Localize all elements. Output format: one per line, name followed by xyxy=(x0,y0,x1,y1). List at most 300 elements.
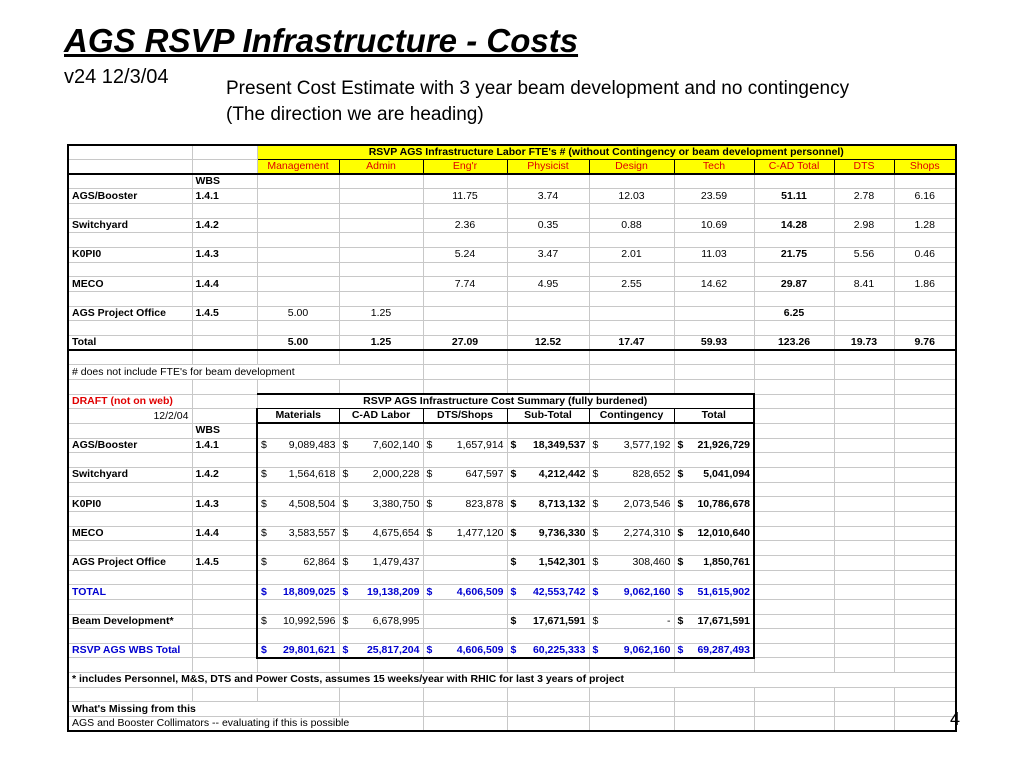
blank-cell xyxy=(894,585,956,600)
blank-cell xyxy=(894,423,956,438)
fte-value: 10.69 xyxy=(674,218,754,233)
missing-item: AGS and Booster Collimators -- evaluating if this is possible xyxy=(68,717,423,732)
cost-value xyxy=(589,614,674,629)
blank-cell xyxy=(834,687,894,702)
cost-value xyxy=(674,438,754,453)
fte-value xyxy=(894,306,956,321)
fte-value: 3.74 xyxy=(507,189,589,204)
blank-cell xyxy=(674,292,754,307)
blank-cell xyxy=(68,511,192,526)
blank-cell xyxy=(339,204,423,219)
fte-value: 11.75 xyxy=(423,189,507,204)
amount: 29,801,621 xyxy=(282,643,336,656)
blank-cell xyxy=(754,658,834,673)
blank-cell xyxy=(339,541,423,556)
fte-column-header: Physicist xyxy=(507,160,589,175)
blank-cell xyxy=(257,233,339,248)
blank-cell xyxy=(894,292,956,307)
blank-cell xyxy=(507,717,589,732)
fte-value: 51.11 xyxy=(754,189,834,204)
description-line-2: (The direction we are heading) xyxy=(226,104,484,125)
row-name: TOTAL xyxy=(68,585,192,600)
cost-row xyxy=(68,438,956,453)
blank-cell xyxy=(192,409,257,424)
cost-value xyxy=(423,438,507,453)
blank-cell xyxy=(754,321,834,336)
cost-value xyxy=(339,467,423,482)
blank-cell xyxy=(674,204,754,219)
wbs-total-row xyxy=(68,643,956,658)
blank-cell xyxy=(507,233,589,248)
fte-value xyxy=(674,306,754,321)
fte-value: 6.16 xyxy=(894,189,956,204)
blank-cell xyxy=(589,702,674,717)
blank-cell xyxy=(507,511,589,526)
page-number: 4 xyxy=(950,709,961,729)
amount: 823,878 xyxy=(465,497,504,510)
blank-cell xyxy=(754,614,834,629)
blank-cell xyxy=(423,717,507,732)
blank-cell xyxy=(589,292,674,307)
currency-symbol: $ xyxy=(342,614,349,627)
blank-cell xyxy=(68,321,192,336)
amount: 1,479,437 xyxy=(372,556,420,569)
blank-cell xyxy=(674,380,754,395)
slide-title: AGS RSVP Infrastructure - Costs xyxy=(64,22,579,59)
fte-total-value: 17.47 xyxy=(589,336,674,351)
money-value xyxy=(593,615,671,628)
fte-value: 21.75 xyxy=(754,248,834,263)
wbs-code: 1.4.4 xyxy=(192,277,257,292)
money-value xyxy=(261,527,336,540)
blank-cell xyxy=(192,643,257,658)
blank-cell xyxy=(894,174,956,189)
blank-cell xyxy=(834,174,894,189)
blank-cell xyxy=(257,453,339,468)
blank-cell xyxy=(423,687,507,702)
money-value xyxy=(343,439,420,452)
row-name: Switchyard xyxy=(68,218,192,233)
blank-cell xyxy=(257,262,339,277)
cost-value xyxy=(674,614,754,629)
spacer-row xyxy=(68,204,956,219)
blank-cell xyxy=(507,658,589,673)
fte-column-header: Shops xyxy=(894,160,956,175)
cost-row xyxy=(68,467,956,482)
slide-description xyxy=(226,76,849,128)
blank-cell xyxy=(257,174,339,189)
blank-cell xyxy=(257,511,339,526)
cost-value xyxy=(339,555,423,570)
blank-cell xyxy=(674,658,754,673)
blank-cell xyxy=(754,497,834,512)
blank-cell xyxy=(894,497,956,512)
money-value xyxy=(678,527,751,540)
blank-cell xyxy=(754,423,834,438)
fte-value: 2.78 xyxy=(834,189,894,204)
fte-value xyxy=(339,218,423,233)
fte-value xyxy=(423,306,507,321)
row-name: RSVP AGS WBS Total xyxy=(68,643,192,658)
wbs-label: WBS xyxy=(192,423,257,438)
blank-cell xyxy=(507,174,589,189)
blank-cell xyxy=(754,585,834,600)
amount: 69,287,493 xyxy=(697,643,750,656)
blank-cell xyxy=(257,350,339,365)
blank-cell xyxy=(674,423,754,438)
spacer-row xyxy=(68,658,956,673)
cost-row xyxy=(68,526,956,541)
blank-cell xyxy=(834,614,894,629)
currency-symbol: $ xyxy=(342,556,349,569)
amount: 5,041,094 xyxy=(703,468,750,481)
fte-value: 0.35 xyxy=(507,218,589,233)
blank-cell xyxy=(754,717,834,732)
blank-cell xyxy=(589,570,674,585)
blank-cell xyxy=(507,380,589,395)
amount: 7,602,140 xyxy=(372,438,420,451)
blank-cell xyxy=(894,394,956,409)
blank-cell xyxy=(423,702,507,717)
currency-symbol: $ xyxy=(426,438,433,451)
blank-cell xyxy=(674,482,754,497)
blank-cell xyxy=(834,292,894,307)
blank-cell xyxy=(68,233,192,248)
fte-total-value: 19.73 xyxy=(834,336,894,351)
cost-date: 12/2/04 xyxy=(68,409,192,424)
currency-symbol: $ xyxy=(592,468,599,481)
blank-cell xyxy=(834,497,894,512)
blank-cell xyxy=(192,321,257,336)
fte-value: 5.00 xyxy=(257,306,339,321)
blank-cell xyxy=(834,453,894,468)
blank-cell xyxy=(834,482,894,497)
money-value xyxy=(511,498,586,511)
blank-cell xyxy=(507,350,589,365)
blank-cell xyxy=(754,629,834,644)
blank-cell xyxy=(674,541,754,556)
blank-cell xyxy=(894,629,956,644)
currency-symbol: $ xyxy=(510,468,517,481)
blank-cell xyxy=(423,511,507,526)
blank-cell xyxy=(339,380,423,395)
blank-cell xyxy=(754,482,834,497)
currency-symbol: $ xyxy=(342,585,349,598)
blank-cell xyxy=(754,380,834,395)
currency-symbol: $ xyxy=(426,643,433,656)
amount: 9,062,160 xyxy=(623,643,671,656)
blank-cell xyxy=(339,262,423,277)
blank-cell xyxy=(589,541,674,556)
blank-cell xyxy=(674,717,754,732)
blank-cell xyxy=(834,365,894,380)
blank-cell xyxy=(834,702,894,717)
money-value xyxy=(593,586,671,599)
fte-column-header: C-AD Total xyxy=(754,160,834,175)
row-name: Switchyard xyxy=(68,467,192,482)
amount: 4,606,509 xyxy=(456,643,504,656)
beam-development-row xyxy=(68,614,956,629)
blank-cell xyxy=(257,204,339,219)
blank-cell xyxy=(834,394,894,409)
blank-cell xyxy=(589,687,674,702)
currency-symbol: $ xyxy=(426,585,433,598)
row-name: MECO xyxy=(68,277,192,292)
wbs-label: WBS xyxy=(192,174,257,189)
cost-value xyxy=(507,643,589,658)
money-value xyxy=(593,556,671,569)
spacer-row xyxy=(68,570,956,585)
currency-symbol: $ xyxy=(510,614,517,627)
blank-cell xyxy=(894,204,956,219)
fte-column-header: Management xyxy=(257,160,339,175)
fte-value: 2.55 xyxy=(589,277,674,292)
blank-cell xyxy=(589,350,674,365)
amount: 10,992,596 xyxy=(282,614,336,627)
amount: 17,671,591 xyxy=(532,614,586,627)
fte-value: 5.56 xyxy=(834,248,894,263)
wbs-code: 1.4.5 xyxy=(192,306,257,321)
fte-value: 1.86 xyxy=(894,277,956,292)
cost-value xyxy=(589,555,674,570)
currency-symbol: $ xyxy=(677,438,684,451)
blank-cell xyxy=(257,423,339,438)
spacer-row xyxy=(68,262,956,277)
blank-cell xyxy=(894,658,956,673)
blank-cell xyxy=(589,321,674,336)
cost-value xyxy=(589,467,674,482)
blank-cell xyxy=(507,570,589,585)
amount: 51,615,902 xyxy=(697,585,750,598)
fte-value: 7.74 xyxy=(423,277,507,292)
blank-cell xyxy=(423,599,507,614)
money-value xyxy=(261,556,336,569)
spacer-row xyxy=(68,292,956,307)
blank-cell xyxy=(339,511,423,526)
blank-cell xyxy=(894,643,956,658)
blank-cell xyxy=(754,233,834,248)
fte-footnote: # does not include FTE's for beam development xyxy=(68,365,423,380)
cost-table-title: RSVP AGS Infrastructure Cost Summary (fully burdened) xyxy=(257,394,754,409)
currency-symbol: $ xyxy=(510,585,517,598)
blank-cell xyxy=(257,599,339,614)
blank-cell xyxy=(834,409,894,424)
fte-total-value: 27.09 xyxy=(423,336,507,351)
currency-symbol: $ xyxy=(342,526,349,539)
amount: 21,926,729 xyxy=(697,438,750,451)
fte-value: 2.01 xyxy=(589,248,674,263)
blank-cell xyxy=(192,204,257,219)
amount: 8,713,132 xyxy=(538,497,586,510)
blank-cell xyxy=(834,717,894,732)
fte-value: 6.25 xyxy=(754,306,834,321)
fte-total-value: 123.26 xyxy=(754,336,834,351)
description-line-1: Present Cost Estimate with 3 year beam development and no contingency xyxy=(226,78,850,99)
blank-cell xyxy=(589,233,674,248)
blank-cell xyxy=(339,453,423,468)
blank-cell xyxy=(423,204,507,219)
blank-cell xyxy=(589,482,674,497)
currency-symbol: $ xyxy=(677,556,684,569)
amount: 4,675,654 xyxy=(372,526,420,539)
row-name: AGS/Booster xyxy=(68,189,192,204)
row-name: AGS/Booster xyxy=(68,438,192,453)
blank-cell xyxy=(834,541,894,556)
fte-column-header: Admin xyxy=(339,160,423,175)
blank-cell xyxy=(68,541,192,556)
fte-column-header: Design xyxy=(589,160,674,175)
blank-cell xyxy=(589,717,674,732)
blank-cell xyxy=(754,409,834,424)
cost-value xyxy=(339,526,423,541)
blank-cell xyxy=(894,409,956,424)
amount: 42,553,742 xyxy=(532,585,586,598)
money-value xyxy=(678,586,751,599)
blank-cell xyxy=(192,233,257,248)
amount: 1,850,761 xyxy=(703,556,750,569)
currency-symbol: $ xyxy=(261,614,267,627)
money-value xyxy=(343,556,420,569)
money-value xyxy=(343,586,420,599)
blank-cell xyxy=(423,365,507,380)
blank-cell xyxy=(192,453,257,468)
blank-cell xyxy=(834,438,894,453)
cost-value xyxy=(507,497,589,512)
money-value xyxy=(593,527,671,540)
row-name: AGS Project Office xyxy=(68,555,192,570)
blank-cell xyxy=(68,658,192,673)
blank-cell xyxy=(754,262,834,277)
cost-value xyxy=(339,614,423,629)
spacer-row xyxy=(68,350,956,365)
blank-cell xyxy=(423,541,507,556)
blank-cell xyxy=(257,629,339,644)
blank-cell xyxy=(192,160,257,175)
blank-cell xyxy=(339,702,423,717)
fte-value: 3.47 xyxy=(507,248,589,263)
blank-cell xyxy=(754,511,834,526)
amount: 1,477,120 xyxy=(456,526,504,539)
amount: 4,508,504 xyxy=(288,497,336,510)
currency-symbol: $ xyxy=(592,497,599,510)
wbs-code: 1.4.5 xyxy=(192,555,257,570)
amount: 19,138,209 xyxy=(366,585,420,598)
blank-cell xyxy=(674,321,754,336)
blank-cell xyxy=(754,570,834,585)
blank-cell xyxy=(589,262,674,277)
blank-cell xyxy=(68,145,192,160)
blank-cell xyxy=(257,658,339,673)
fte-value: 5.24 xyxy=(423,248,507,263)
cost-value xyxy=(589,497,674,512)
amount: 3,380,750 xyxy=(372,497,420,510)
blank-cell xyxy=(754,174,834,189)
cost-value xyxy=(674,526,754,541)
cost-value xyxy=(674,467,754,482)
money-value xyxy=(678,468,751,481)
money-value xyxy=(427,644,504,657)
money-value xyxy=(261,498,336,511)
blank-cell xyxy=(192,585,257,600)
currency-symbol: $ xyxy=(426,526,433,539)
fte-value: 2.36 xyxy=(423,218,507,233)
amount: 308,460 xyxy=(632,556,671,569)
cost-value xyxy=(507,614,589,629)
amount: 3,583,557 xyxy=(288,526,336,539)
money-value xyxy=(261,468,336,481)
wbs-code: 1.4.3 xyxy=(192,497,257,512)
cost-spreadsheet xyxy=(67,144,957,732)
money-value xyxy=(678,615,751,628)
amount: 62,864 xyxy=(303,556,336,569)
blank-cell xyxy=(423,482,507,497)
fte-value xyxy=(339,277,423,292)
blank-cell xyxy=(507,702,589,717)
blank-cell xyxy=(339,321,423,336)
blank-cell xyxy=(192,658,257,673)
assumptions-row xyxy=(68,673,956,688)
fte-value xyxy=(834,306,894,321)
total-label: Total xyxy=(68,336,192,351)
blank-cell xyxy=(754,438,834,453)
blank-cell xyxy=(423,629,507,644)
blank-cell xyxy=(674,511,754,526)
blank-cell xyxy=(834,599,894,614)
fte-table-title: RSVP AGS Infrastructure Labor FTE's # (without Contingency or beam development personnel) xyxy=(257,145,956,160)
blank-cell xyxy=(674,687,754,702)
blank-cell xyxy=(423,423,507,438)
blank-cell xyxy=(589,380,674,395)
blank-cell xyxy=(192,511,257,526)
money-value xyxy=(343,644,420,657)
blank-cell xyxy=(423,570,507,585)
fte-total-value: 9.76 xyxy=(894,336,956,351)
amount: 2,073,546 xyxy=(623,497,671,510)
cost-column-header: DTS/Shops xyxy=(423,409,507,424)
blank-cell xyxy=(339,599,423,614)
fte-value: 0.88 xyxy=(589,218,674,233)
amount: 18,349,537 xyxy=(532,438,586,451)
currency-symbol: $ xyxy=(677,526,684,539)
blank-cell xyxy=(754,702,834,717)
blank-cell xyxy=(68,350,192,365)
currency-symbol: $ xyxy=(342,643,349,656)
blank-cell xyxy=(68,687,192,702)
blank-cell xyxy=(754,365,834,380)
amount: 647,597 xyxy=(465,468,504,481)
currency-symbol: $ xyxy=(426,497,433,510)
money-value xyxy=(593,468,671,481)
blank-cell xyxy=(68,174,192,189)
fte-column-header: DTS xyxy=(834,160,894,175)
amount: 10,786,678 xyxy=(697,497,750,510)
blank-cell xyxy=(834,380,894,395)
blank-cell xyxy=(192,570,257,585)
blank-cell xyxy=(834,555,894,570)
currency-symbol: $ xyxy=(592,556,599,569)
blank-cell xyxy=(68,453,192,468)
money-value xyxy=(678,498,751,511)
money-value xyxy=(511,586,586,599)
currency-symbol: $ xyxy=(592,643,599,656)
blank-cell xyxy=(192,687,257,702)
blank-cell xyxy=(834,467,894,482)
blank-cell xyxy=(339,350,423,365)
currency-symbol: $ xyxy=(261,585,267,598)
blank-cell xyxy=(423,321,507,336)
blank-cell xyxy=(423,262,507,277)
fte-value xyxy=(589,306,674,321)
